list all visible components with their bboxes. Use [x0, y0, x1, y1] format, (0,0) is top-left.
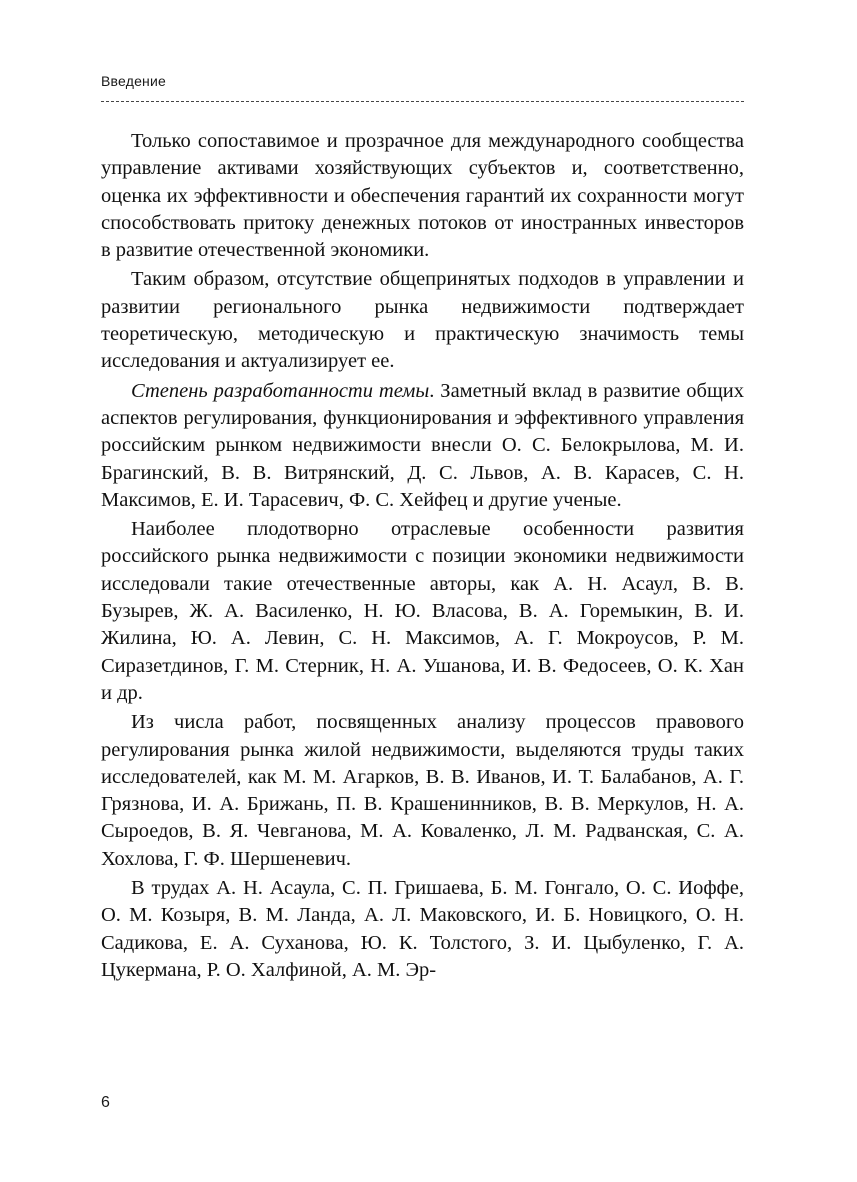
paragraph-6-text: В трудах А. Н. Асаула, С. П. Гришаева, Б. М. Гонгало, О. С. Иоффе, О. М. Козыря, В. М. Ланда, А. Л. Маковского, И. Б. Новицкого, О. Н. Садикова, Е. А. Суханова, Ю. К. Толстого, З. И. Цыбуленко, Г. А. Цукермана, Р. О. Халфиной, А. М. Эр- — [101, 877, 744, 981]
paragraph-3-italic-lead: Степень разработанности темы — [131, 379, 430, 402]
paragraph-5-text: Из числа работ, посвященных анализу процессов правового регулирования рынка жилой недвижимости, выделяются труды таких исследователей, как М. М. Агарков, В. В. Иванов, И. Т. Балабанов, А. Г. Грязнова, И. А. Брижань, П. В. Крашенинников, В. В. Меркулов, Н. А. Сыроедов, В. Я. Чевганова, М. А. Коваленко, Л. М. Радванская, С. А. Хохлова, Г. Ф. Шершеневич. — [101, 711, 744, 870]
paragraph-2-text: Таким образом, отсутствие общепринятых подходов в управлении и развитии регионального рынка недвижимости подтверждает теоретическую, методическую и практическую значимость темы исследования и актуализирует ее. — [101, 268, 744, 373]
paragraph-3-text: . Заметный вклад в развитие общих аспектов регулирования, функционирования и эффективного управления российским рынком недвижимости внесли О. С. Белокрылова, М. И. Брагинский, В. В. Витрянский, Д. С. Львов, А. В. Карасев, С. Н. Максимов, Е. И. Тарасевич, Ф. С. Хейфец и другие ученые. — [101, 379, 744, 511]
paragraph-3 — [101, 378, 744, 514]
paragraph-1-text: Только сопоставимое и прозрачное для международного сообщества управление активами хозяйствующих субъектов и, соответственно, оценка их эффективности и обеспечения гарантий их сохранности могут способствовать притоку денежных потоков от иностранных инвесторов в развитие отечественной экономики. — [101, 130, 744, 262]
body-text — [101, 128, 744, 984]
running-head: Введение — [101, 73, 166, 89]
header-dashed-rule — [101, 101, 744, 102]
paragraph-4 — [101, 516, 744, 707]
paragraph-1 — [101, 128, 744, 264]
paragraph-6 — [101, 875, 744, 984]
page-number: 6 — [101, 1094, 110, 1111]
paragraph-4-text: Наиболее плодотворно отраслевые особенности развития российского рынка недвижимости с позиции экономики недвижимости исследовали такие отечественные авторы, как А. Н. Асаул, В. В. Бузырев, Ж. А. Василенко, Н. Ю. Власова, В. А. Горемыкин, В. И. Жилина, Ю. А. Левин, С. Н. Максимов, А. Г. Мокроусов, Р. М. Сиразетдинов, Г. М. Стерник, Н. А. Ушанова, И. В. Федосеев, О. К. Хан и др. — [101, 518, 744, 704]
paragraph-2 — [101, 266, 744, 375]
paragraph-5 — [101, 709, 744, 873]
